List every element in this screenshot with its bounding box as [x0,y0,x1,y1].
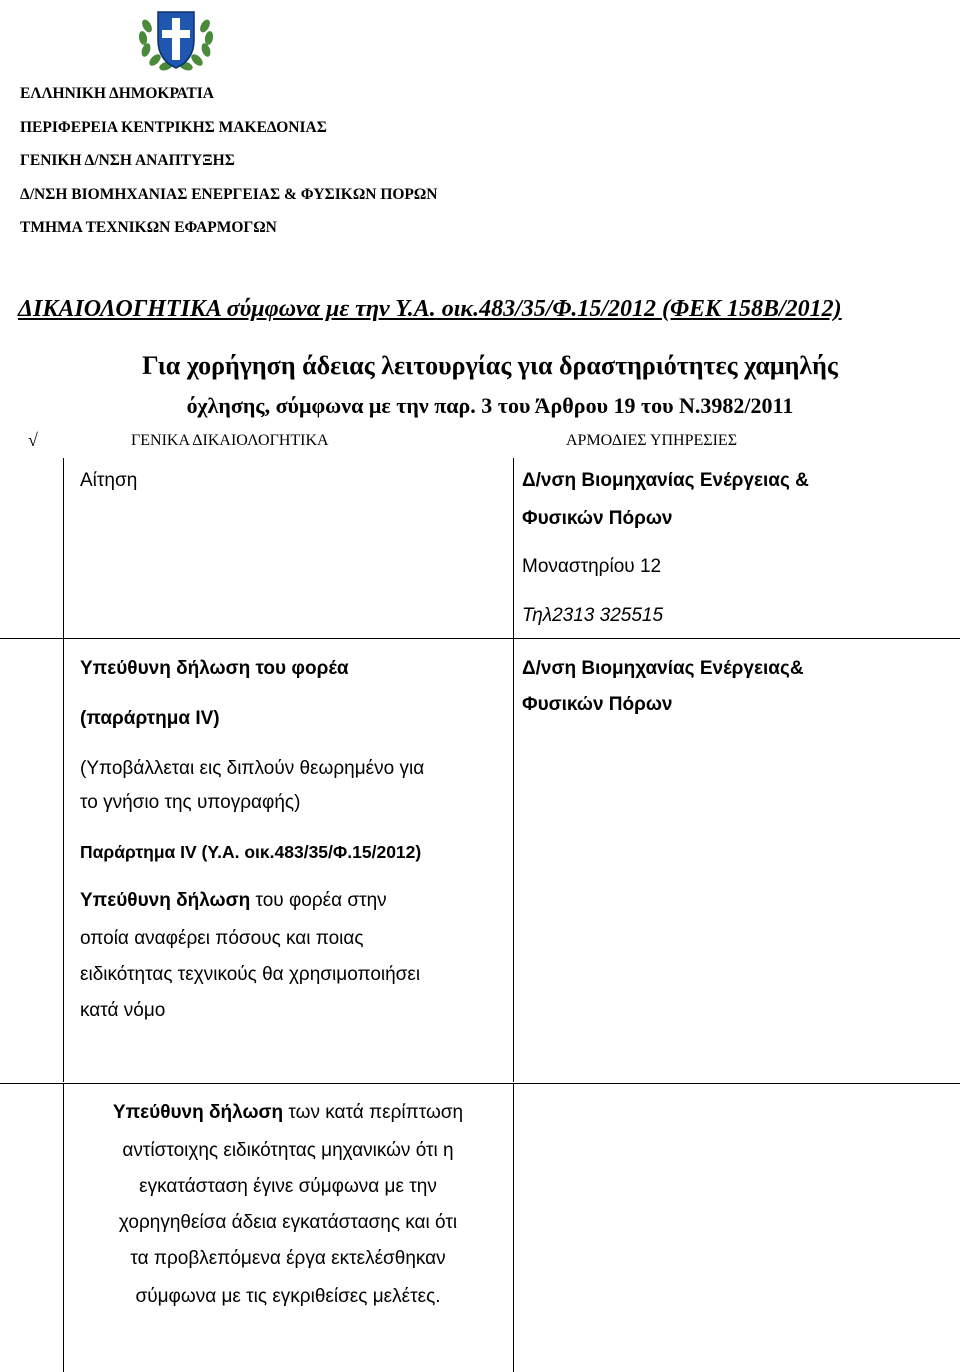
header-line-4: Δ/ΝΣΗ ΒΙΟΜΗΧΑΝΙΑΣ ΕΝΕΡΓΕΙΑΣ & ΦΥΣΙΚΩΝ ΠΟΡΩΝ [20,186,438,203]
header-line-5: ΤΜΗΜΑ ΤΕΧΝΙΚΩΝ ΕΦΑΡΜΟΓΩΝ [20,219,277,236]
row3-line-1-rest: του φορέα στην [250,890,387,911]
row3-line-3: ειδικότητας τεχνικούς θα χρησιμοποιήσει [80,964,421,985]
row2-authority-line-1: Δ/νση Βιομηχανίας Ενέργειας& [522,658,804,679]
header-line-1: ΕΛΛΗΝΙΚΗ ΔΗΜΟΚΡΑΤΙΑ [20,85,214,102]
table-row-divider-2 [0,1083,960,1084]
column-header-authorities: ΑΡΜΟΔΙΕΣ ΥΠΗΡΕΣΙΕΣ [566,432,738,449]
row4-bold-label: Υπεύθυνη δήλωση [112,1102,284,1123]
row3-line-1 [80,890,387,912]
row4-line-5: τα προβλεπόμενα έργα εκτελέσθηκαν [130,1248,446,1269]
document-title: ΔΙΚΑΙΟΛΟΓΗΤΙΚΑ σύμφωνα με την Υ.Α. οικ.483/35/Φ.15/2012 (ΦΕΚ 158Β/2012) [18,296,842,322]
row2-document-line-2: (παράρτημα IV) [80,708,220,729]
table-column-divider [513,458,514,1082]
row2-document-line-1: Υπεύθυνη δήλωση του φορέα [80,658,349,679]
row3-bold-label: Υπεύθυνη δήλωση [80,890,251,911]
header-line-2: ΠΕΡΙΦΕΡΕΙΑ ΚΕΝΤΡΙΚΗΣ ΜΑΚΕΔΟΝΙΑΣ [20,119,327,136]
row1-authority-line-2: Φυσικών Πόρων [522,508,673,529]
row2-note-line-2: το γνήσιο της υπογραφής) [80,792,301,813]
row4-line-1 [64,1102,512,1124]
greek-coat-of-arms-icon [133,4,219,74]
row3-line-2: οποία αναφέρει πόσους και ποιας [80,928,364,949]
row1-document: Αίτηση [80,470,138,491]
row4-line-4: χορηγηθείσα άδεια εγκατάστασης και ότι [118,1212,458,1233]
document-subtitle [60,346,920,426]
row4-line-1-rest: των κατά περίπτωση [283,1102,464,1123]
row2-note-line-1: (Υποβάλλεται εις διπλούν θεωρημένο για [80,758,425,779]
row4-line-3: εγκατάσταση έγινε σύμφωνα με την [139,1176,437,1197]
row2-authority-line-2: Φυσικών Πόρων [522,694,673,715]
row3-line-4: κατά νόμο [80,1000,166,1021]
row1-phone: Τηλ2313 325515 [522,605,664,626]
header-line-3: ΓΕΝΙΚΗ Δ/ΝΣΗ ΑΝΑΠΤΥΞΗΣ [20,152,235,169]
row4-line-6: σύμφωνα με τις εγκριθείσες μελέτες. [135,1286,441,1307]
check-symbol: √ [28,430,38,450]
row1-address: Μοναστηρίου 12 [522,556,662,577]
row2-appendix-ref: Παράρτημα IV (Υ.Α. οικ.483/35/Φ.15/2012) [80,842,422,862]
column-header-documents: ΓΕΝΙΚΑ ΔΙΚΑΙΟΛΟΓΗΤΙΚΑ [131,432,329,449]
row1-authority-line-1: Δ/νση Βιομηχανίας Ενέργειας & [522,470,809,491]
table-column-divider-bottom [513,1084,514,1372]
subtitle-line-1: Για χορήγηση άδειας λειτουργίας για δραστηριότητες χαμηλής [142,351,838,380]
table-border-left [63,458,64,1082]
subtitle-line-2: όχλησης, σύμφωνα με την παρ. 3 του Άρθρου 19 του Ν.3982/2011 [186,393,794,418]
row4-line-2: αντίστοιχης ειδικότητας μηχανικών ότι η [122,1140,454,1161]
table-row-divider-1 [0,638,960,639]
